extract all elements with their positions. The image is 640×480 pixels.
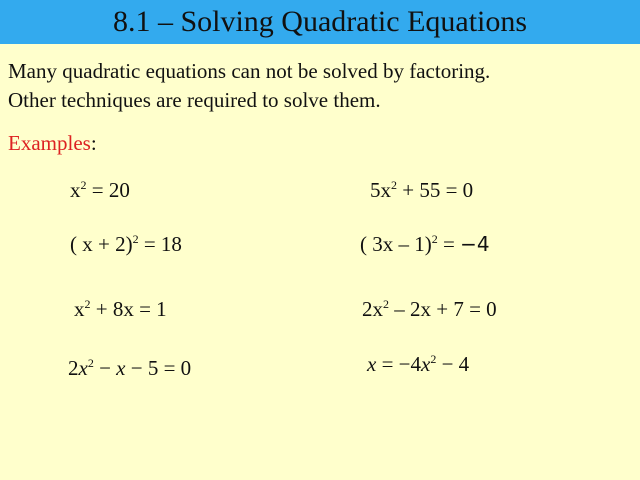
equation-5 bbox=[74, 296, 167, 322]
equation-7 bbox=[68, 355, 191, 381]
equation-3 bbox=[70, 231, 182, 257]
equation-8 bbox=[367, 351, 469, 377]
equation-5-rest: + 8x = 1 bbox=[90, 297, 167, 321]
equation-8-rest: − 4 bbox=[436, 352, 470, 376]
equation-4-equals: = bbox=[437, 232, 461, 256]
equation-1 bbox=[70, 177, 130, 203]
equation-7-rest: − 5 = 0 bbox=[125, 356, 192, 380]
equation-2-rest: + 55 = 0 bbox=[397, 178, 474, 202]
equation-7-exponent: 2 bbox=[87, 356, 94, 370]
equation-8-var: x bbox=[367, 352, 377, 376]
intro-line-2: Other techniques are required to solve them. bbox=[8, 88, 381, 112]
equation-2-exponent: 2 bbox=[391, 178, 397, 192]
equation-3-rest: = 18 bbox=[138, 232, 182, 256]
equation-6-exponent: 2 bbox=[383, 297, 389, 311]
equation-6-coef: 2x bbox=[362, 297, 383, 321]
equation-5-base: x bbox=[74, 297, 85, 321]
equation-2-coef: 5x bbox=[370, 178, 391, 202]
intro-line-1: Many quadratic equations can not be solved by factoring. bbox=[8, 59, 491, 83]
slide-title: 8.1 – Solving Quadratic Equations bbox=[112, 5, 528, 38]
equation-4 bbox=[360, 231, 490, 257]
equation-2 bbox=[370, 177, 473, 203]
equation-4-base: ( 3x – 1) bbox=[360, 232, 432, 256]
examples-heading bbox=[8, 130, 97, 156]
examples-label: Examples bbox=[8, 131, 91, 155]
equation-1-rest: = 20 bbox=[86, 178, 130, 202]
equation-7-var-2: x bbox=[116, 356, 126, 380]
equation-8-mid: = −4 bbox=[376, 352, 422, 376]
equation-6-rest: – 2x + 7 = 0 bbox=[389, 297, 497, 321]
equation-1-base: x bbox=[70, 178, 81, 202]
equation-7-coef: 2 bbox=[68, 356, 79, 380]
equation-4-rhs: −4 bbox=[460, 232, 490, 256]
equation-8-exponent: 2 bbox=[430, 352, 437, 366]
equation-8-var-2: x bbox=[421, 352, 431, 376]
examples-colon: : bbox=[90, 131, 97, 155]
equation-5-exponent: 2 bbox=[84, 297, 91, 311]
equation-6 bbox=[362, 296, 497, 322]
equation-4-exponent: 2 bbox=[431, 232, 438, 246]
equation-7-var: x bbox=[78, 356, 88, 380]
equation-3-base: ( x + 2) bbox=[70, 232, 133, 256]
equation-7-minus: − bbox=[93, 356, 117, 380]
equation-3-exponent: 2 bbox=[132, 232, 139, 246]
equation-1-exponent: 2 bbox=[80, 178, 87, 192]
